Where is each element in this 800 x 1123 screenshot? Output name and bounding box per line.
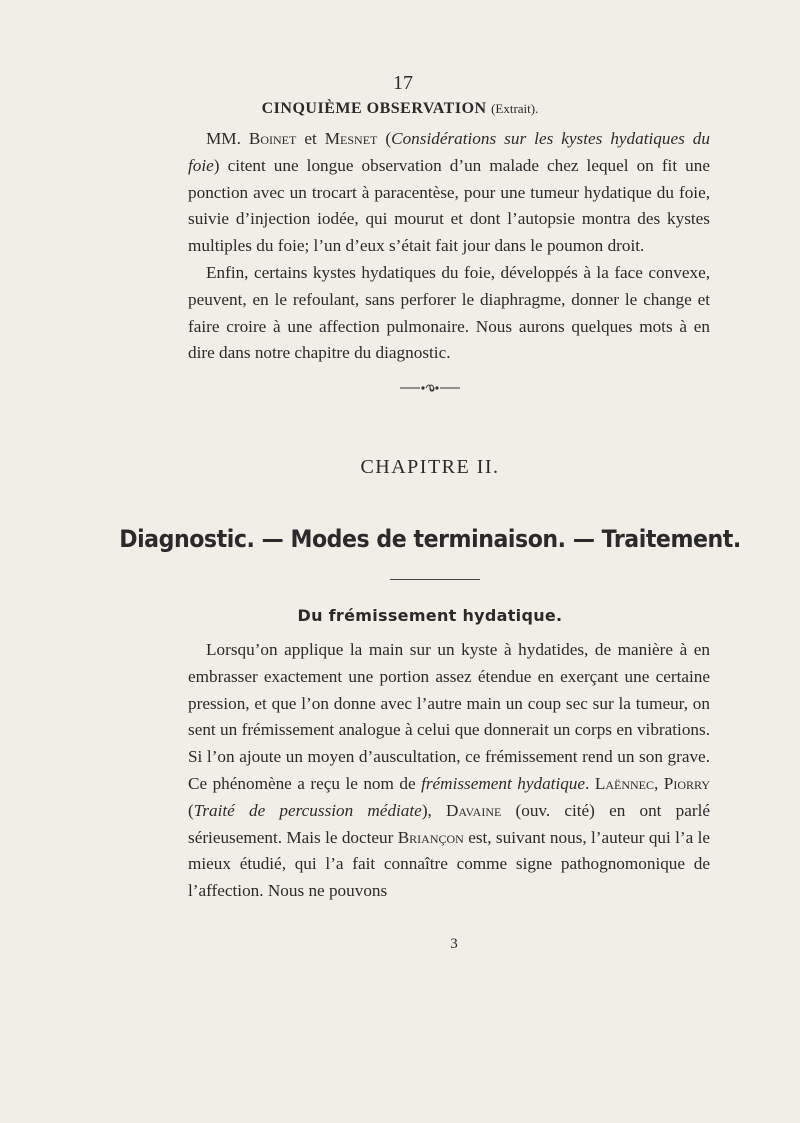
work-title: Considérations sur les kystes hydatiques du foie: [188, 129, 710, 175]
observation-title-text: CINQUIÈME OBSERVATION: [261, 100, 487, 117]
author-name: Laënnec: [594, 773, 654, 793]
text-run: et: [296, 129, 325, 148]
paragraph-observation-1: [188, 126, 710, 260]
text-run: ,: [654, 773, 664, 793]
author-name: Davaine: [446, 800, 502, 820]
text-run: (: [188, 800, 194, 820]
text-run: est, suivant nous, l’auteur qui l’a le mieux étudié, qui l’a fait connaître comme signe pathognomonique de l’affection. Nous ne pouvons: [188, 827, 710, 901]
chapter-number: CHAPITRE II.: [360, 456, 500, 478]
text-run: (: [377, 129, 392, 148]
paragraph-fremissement: [188, 637, 710, 905]
page-number: 17: [393, 72, 413, 94]
term-emphasis: frémissement hydatique: [421, 773, 586, 793]
text-run: (ouv. cité) en ont parlé sérieusement. Mais le docteur: [188, 800, 710, 847]
author-name: Mesnet: [324, 129, 378, 148]
text-run: .: [585, 773, 595, 793]
author-name: Boinet: [248, 129, 297, 148]
fleuron-ornament-icon: [400, 383, 460, 393]
chapter-subtitle: Diagnostic. — Modes de terminaison. — Traitement.: [119, 525, 741, 553]
text-run: ) citent une longue observation d’un malade chez lequel on fit une ponction avec un trocart à paracentèse, pour une tumeur hydatique du foie, suivie d’injection iodée, qui mourut et dont l’autopsie montra des kystes multiples du foie; l’un d’eux s’était fait jour dans le poumon droit.: [188, 155, 710, 256]
observation-title: [0, 100, 800, 118]
author-name: Briançon: [397, 827, 464, 847]
text-run: Lorsqu’on applique la main sur un kyste à hydatides, de manière à en embrasser exactement une portion assez étendue en exerçant une certaine pression, et que l’on donne avec l’autre main un coup sec sur la tumeur, on sent un frémissement analogue à celui que donnerait un corps en vibrations. Si l’on ajoute un moyen d’auscultation, ce frémissement rend un son grave. Ce phénomène a reçu le nom de: [188, 640, 710, 793]
text-run: ),: [421, 800, 447, 820]
work-title: Traité de percussion médiate: [193, 800, 422, 820]
section-title: Du frémissement hydatique.: [297, 606, 563, 625]
paragraph-observation-2: Enfin, certains kystes hydatiques du foie, développés à la face convexe, peuvent, en le refoulant, sans perforer le diaphragme, donner le change et faire croire à une affection pulmonaire. Nous aurons quelques mots à en dire dans notre chapitre du diagnostic.: [188, 262, 710, 363]
author-name: Piorry: [663, 773, 711, 793]
section-text: [188, 637, 710, 905]
observation-text: [188, 126, 710, 367]
text-run: MM.: [206, 129, 249, 148]
observation-title-note: (Extrait).: [491, 101, 539, 116]
signature-mark: 3: [450, 936, 458, 952]
section-divider: [390, 579, 480, 580]
